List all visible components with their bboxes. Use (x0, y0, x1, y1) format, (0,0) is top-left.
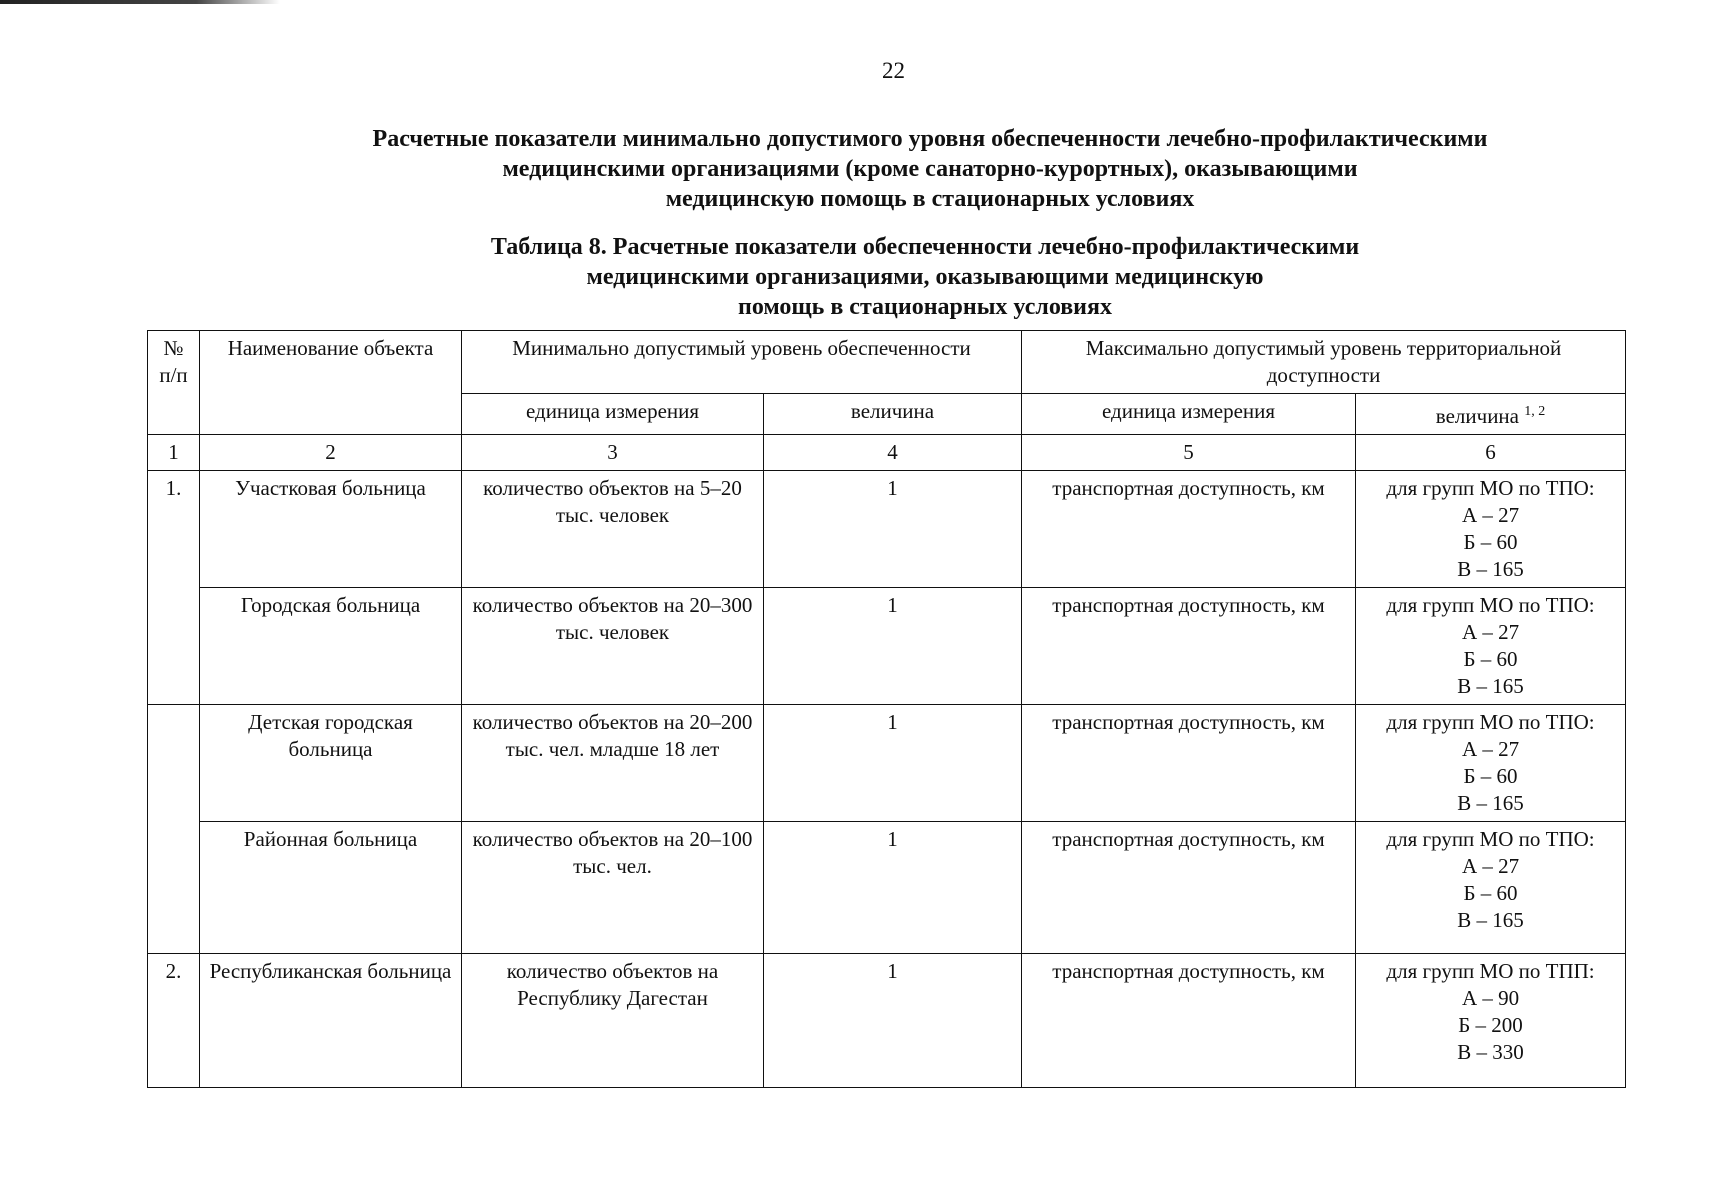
header-min-level: Минимально допустимый уровень обеспеченности (462, 331, 1022, 394)
table-row (148, 588, 1626, 705)
header-value-max (1356, 394, 1626, 435)
access-group: для групп МО по ТПО: (1386, 827, 1595, 851)
row-name: Республиканская больница (200, 954, 462, 1088)
table-row (148, 705, 1626, 822)
column-number: 3 (462, 435, 764, 471)
row-name: Детская городская больница (200, 705, 462, 822)
header-value-min: величина (764, 394, 1022, 435)
access-value: Б – 200 (1458, 1013, 1523, 1037)
row-num: 2. (148, 954, 200, 1088)
row-unit: количество объектов на 20–100 тыс. чел. (462, 822, 764, 954)
row-access-values (1356, 822, 1626, 954)
row-access-values (1356, 471, 1626, 588)
row-access-values (1356, 954, 1626, 1088)
heading-line: Расчетные показатели минимально допустимого уровня обеспеченности лечебно-профилактическими (372, 126, 1488, 152)
access-value: В – 165 (1457, 557, 1524, 581)
row-unit: количество объектов на 5–20 тыс. человек (462, 471, 764, 588)
access-group: для групп МО по ТПО: (1386, 476, 1595, 500)
row-value: 1 (764, 822, 1022, 954)
column-number-row (148, 435, 1626, 471)
row-unit: количество объектов на 20–300 тыс. человек (462, 588, 764, 705)
row-value: 1 (764, 954, 1022, 1088)
access-value: Б – 60 (1463, 881, 1518, 905)
row-access-unit: транспортная доступность, км (1022, 705, 1356, 822)
access-value: А – 90 (1461, 986, 1520, 1010)
column-number: 2 (200, 435, 462, 471)
row-access-unit: транспортная доступность, км (1022, 588, 1356, 705)
access-value: В – 330 (1457, 1040, 1524, 1064)
header-name: Наименование объекта (200, 331, 462, 435)
row-access-values (1356, 588, 1626, 705)
row-unit: количество объектов на Республику Дагестан (462, 954, 764, 1088)
table-title-line: помощь в стационарных условиях (737, 294, 1112, 320)
access-value: В – 165 (1457, 908, 1524, 932)
row-access-values (1356, 705, 1626, 822)
access-value: А – 27 (1461, 737, 1520, 761)
row-access-unit: транспортная доступность, км (1022, 822, 1356, 954)
table-row (148, 822, 1626, 954)
table-header-row (148, 331, 1626, 394)
footnote-ref: 1, 2 (1524, 404, 1546, 419)
row-num: 1. (148, 471, 200, 588)
column-number: 5 (1022, 435, 1356, 471)
row-value: 1 (764, 705, 1022, 822)
access-group: для групп МО по ТПП: (1386, 959, 1595, 983)
header-max-level: Максимально допустимый уровень территориальной доступности (1022, 331, 1626, 394)
table-title (360, 232, 1490, 322)
row-access-unit: транспортная доступность, км (1022, 471, 1356, 588)
row-access-unit: транспортная доступность, км (1022, 954, 1356, 1088)
column-number: 6 (1356, 435, 1626, 471)
table-title-line: Таблица 8. Расчетные показатели обеспеченности лечебно-профилактическими (490, 234, 1360, 260)
row-num (148, 822, 200, 954)
row-name: Районная больница (200, 822, 462, 954)
access-value: А – 27 (1461, 620, 1520, 644)
heading-line: медицинскую помощь в стационарных условиях (665, 186, 1195, 212)
hospital-provision-table (147, 330, 1626, 1088)
scan-edge-mark (0, 0, 280, 4)
header-value-max-label: величина (1435, 404, 1519, 428)
column-number: 1 (148, 435, 200, 471)
access-value: В – 165 (1457, 674, 1524, 698)
table-row (148, 954, 1626, 1088)
access-group: для групп МО по ТПО: (1386, 593, 1595, 617)
row-name: Участковая больница (200, 471, 462, 588)
page-number: 22 (882, 58, 905, 83)
header-num: № п/п (148, 331, 200, 435)
document-heading (230, 124, 1630, 214)
row-unit: количество объектов на 20–200 тыс. чел. младше 18 лет (462, 705, 764, 822)
access-value: В – 165 (1457, 791, 1524, 815)
row-value: 1 (764, 471, 1022, 588)
row-name: Городская больница (200, 588, 462, 705)
access-value: Б – 60 (1463, 764, 1518, 788)
access-value: А – 27 (1461, 503, 1520, 527)
row-num (148, 588, 200, 705)
header-unit-min: единица измерения (462, 394, 764, 435)
access-value: Б – 60 (1463, 530, 1518, 554)
access-group: для групп МО по ТПО: (1386, 710, 1595, 734)
access-value: Б – 60 (1463, 647, 1518, 671)
heading-line: медицинскими организациями (кроме санаторно-курортных), оказывающими (502, 156, 1358, 182)
header-unit-max: единица измерения (1022, 394, 1356, 435)
table-row (148, 471, 1626, 588)
access-value: А – 27 (1461, 854, 1520, 878)
table-title-line: медицинскими организациями, оказывающими медицинскую (586, 264, 1264, 290)
row-num (148, 705, 200, 822)
column-number: 4 (764, 435, 1022, 471)
row-value: 1 (764, 588, 1022, 705)
